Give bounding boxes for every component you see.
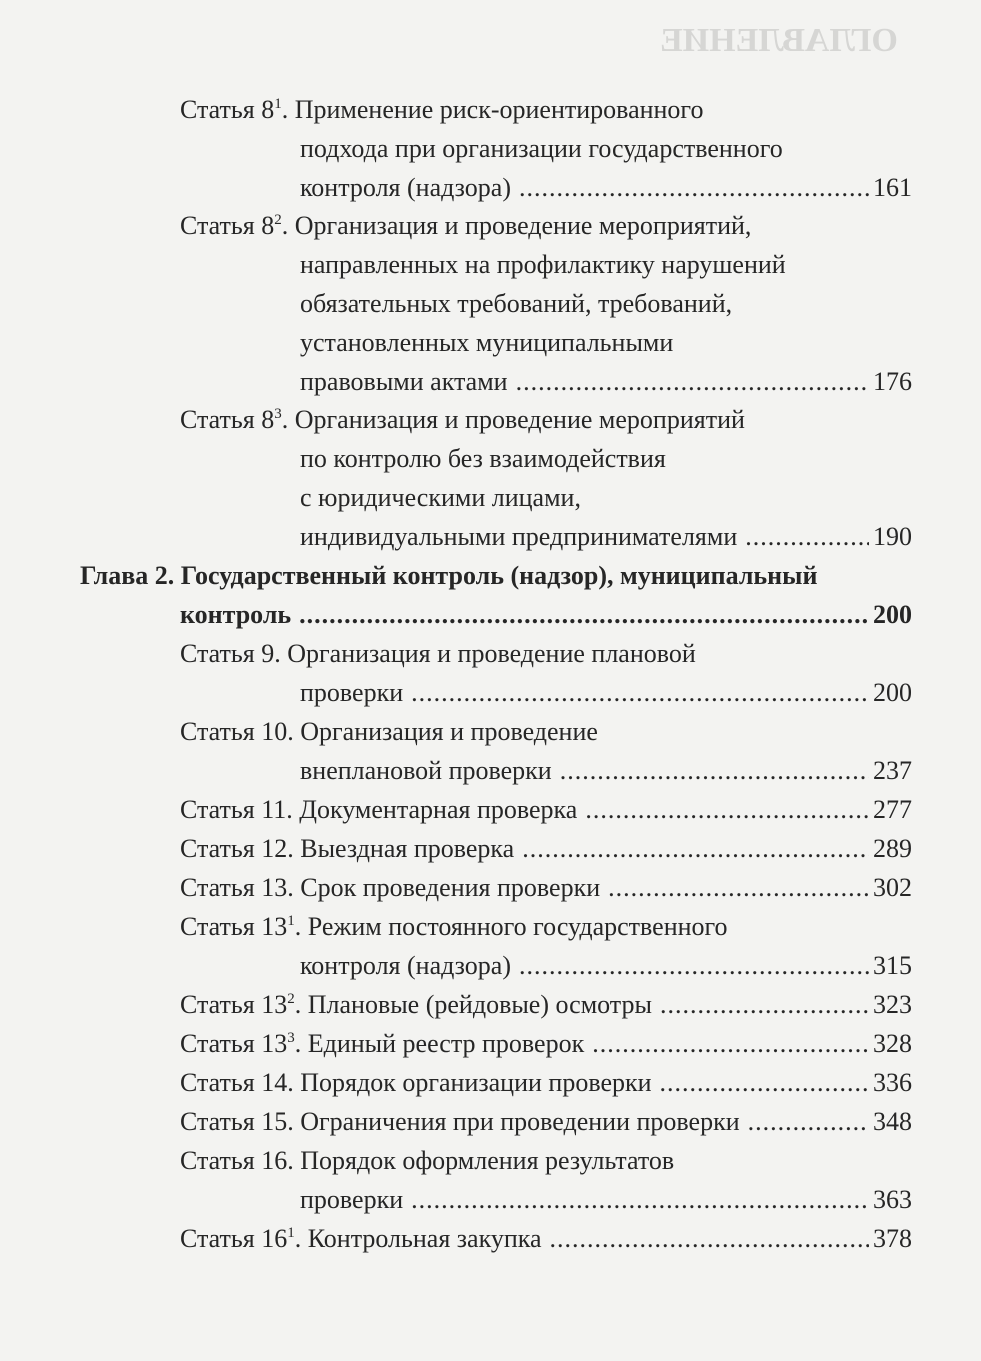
- page-number: 348: [873, 1107, 912, 1136]
- toc-entry-16-line1: Статья 16. Порядок оформления результатов: [180, 1146, 675, 1175]
- toc-entry-8-2-line1: Статья $8^2$. Организация и проведение мероприятий,: [180, 211, 752, 240]
- toc-entry-16-line2: проверки ..... 363: [300, 1182, 912, 1218]
- toc-entry-8-1-line2: подхода при организации государственного: [300, 134, 783, 163]
- page-number: 363: [873, 1185, 912, 1214]
- toc-entry-8-2-line5: правовыми актами ..... 176: [300, 364, 912, 400]
- toc-entry-15: Статья 15. Ограничения при проведении проверки ..... 348: [180, 1104, 912, 1140]
- page-number: 200: [873, 678, 912, 707]
- toc-entry-12: Статья 12. Выездная проверка ..... 289: [180, 831, 912, 867]
- page-number: 161: [873, 173, 912, 202]
- toc-entry-8-1-line1: Статья $8^1$. Применение риск-ориентированного: [180, 95, 704, 124]
- toc-entry-13-3: Статья $13^3$. Единый реестр проверок ..... 328: [180, 1026, 912, 1062]
- toc-entry-8-3-line4: индивидуальными предпринимателями ..... 190: [300, 519, 912, 555]
- toc-entry-8-2-line4: установленных муниципальными: [300, 328, 674, 357]
- bleed-through-heading: ОГЛАВЛЕНИЕ: [660, 22, 898, 59]
- toc-entry-10-line1: Статья 10. Организация и проведение: [180, 717, 598, 746]
- toc-entry-13-1-line2: контроля (надзора) ..... 315: [300, 948, 912, 984]
- toc-entry-16-1: Статья $16^1$. Контрольная закупка ..... 378: [180, 1221, 912, 1257]
- toc-entry-8-2-line3: обязательных требований, требований,: [300, 289, 733, 318]
- toc-entry-10-line2: внеплановой проверки ..... 237: [300, 753, 912, 789]
- page-number: 302: [873, 873, 912, 902]
- toc-entry-8-3-line3: с юридическими лицами,: [300, 483, 581, 512]
- toc-entry-13-1-line1: Статья $13^1$. Режим постоянного государственного: [180, 912, 728, 941]
- page-number: 200: [873, 600, 912, 629]
- page-number: 176: [873, 367, 912, 396]
- toc-chapter-2-line1: Глава 2. Государственный контроль (надзор), муниципальный: [80, 561, 818, 590]
- page-number: 328: [873, 1029, 912, 1058]
- toc-entry-8-2-line2: направленных на профилактику нарушений: [300, 250, 786, 279]
- toc-entry-9-line2: проверки ..... 200: [300, 675, 912, 711]
- page-number: 378: [873, 1224, 912, 1253]
- page-number: 277: [873, 795, 912, 824]
- toc-entry-14: Статья 14. Порядок организации проверки ..... 336: [180, 1065, 912, 1101]
- page-number: 323: [873, 990, 912, 1019]
- page-number: 336: [873, 1068, 912, 1097]
- toc-entry-8-3-line2: по контролю без взаимодействия: [300, 444, 666, 473]
- toc-entry-13-2: Статья $13^2$. Плановые (рейдовые) осмотры ..... 323: [180, 987, 912, 1023]
- toc-entry-8-1-line3: контроля (надзора) ..... 161: [300, 170, 912, 206]
- toc-entry-13: Статья 13. Срок проведения проверки ..... 302: [180, 870, 912, 906]
- toc-entry-9-line1: Статья 9. Организация и проведение плановой: [180, 639, 696, 668]
- page-number: 190: [873, 522, 912, 551]
- toc-entry-11: Статья 11. Документарная проверка ..... 277: [180, 792, 912, 828]
- page-number: 315: [873, 951, 912, 980]
- page-number: 289: [873, 834, 912, 863]
- page-number: 237: [873, 756, 912, 785]
- toc-chapter-2-line2: контроль ..... 200: [180, 597, 912, 633]
- toc-entry-8-3-line1: Статья $8^3$. Организация и проведение мероприятий: [180, 405, 745, 434]
